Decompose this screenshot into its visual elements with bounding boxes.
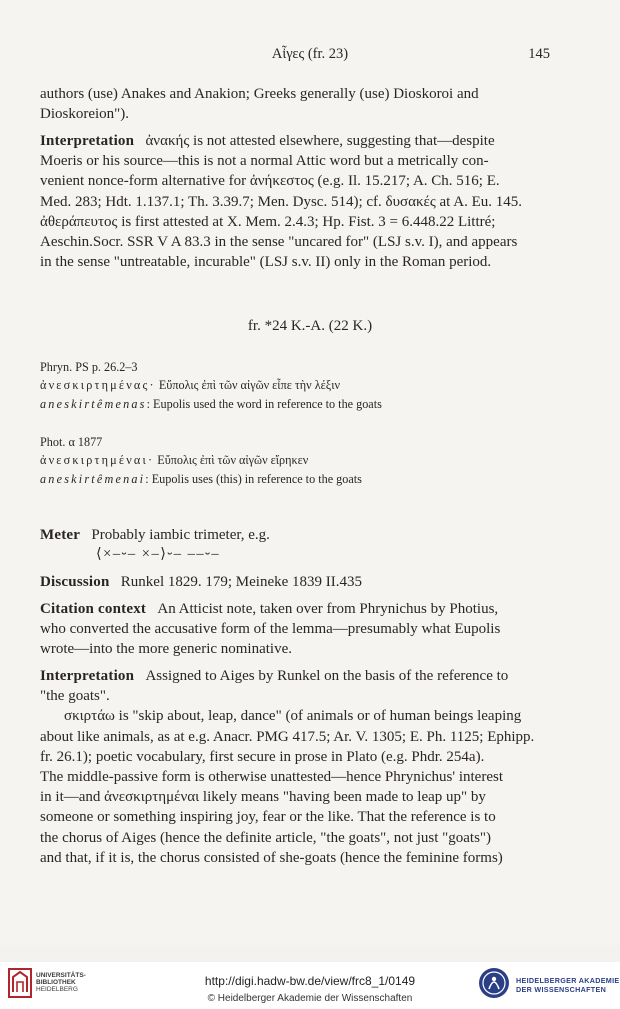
text-line: in the sense "untreatable, incurable" (LSJ s.v. II) only in the Roman period.	[40, 254, 492, 271]
section-label: Meter	[40, 527, 81, 543]
greek-text: Εὔπολις ἐπὶ τῶν αἰγῶν εἴρηκεν	[157, 453, 309, 467]
section-label: Discussion	[40, 574, 110, 590]
text-line: and that, if it is, the chorus consisted of she-goats (hence the feminine forms)	[40, 849, 503, 866]
interpretation-section-2	[40, 666, 552, 868]
text-line: The middle-passive form is otherwise unattested—hence Phrynichus' interest	[40, 769, 504, 786]
interpretation-section-1	[40, 131, 552, 272]
running-title: Αἶγες (fr. 23)	[271, 46, 349, 62]
discussion-text: Runkel 1829. 179; Meineke 1839 II.435	[120, 574, 362, 590]
section-label: Interpretation	[40, 133, 135, 149]
text-line: in it—and ἀνεσκιρτημέναι likely means "having been made to leap up" by	[40, 789, 486, 806]
transliterated-lemma: aneskirtêmenas	[40, 397, 147, 411]
text-line: about like animals, as at e.g. Anacr. PMG 417.5; Ar. V. 1305; E. Ph. 1125; Ephipp.	[40, 728, 535, 745]
greek-lemma: ἀνεσκιρτημένας·	[40, 378, 156, 392]
text-line: who converted the accusative form of the lemma—presumably what Eupolis	[40, 621, 501, 638]
text-line: σκιρτάω is "skip about, leap, dance" (of animals or of human beings leaping	[64, 708, 522, 725]
text-line: Med. 283; Hdt. 1.137.1; Th. 3.39.7; Men. Dysc. 514); cf. δυσακές at A. Eu. 145.	[40, 193, 523, 210]
text-line: Dioskoreion").	[40, 106, 130, 123]
text-line: authors (use) Anakes and Anakion; Greeks generally (use) Dioskoroi and	[40, 86, 479, 102]
text-line: An Atticist note, taken over from Phrynichus by Photius,	[157, 601, 499, 617]
translation: : Eupolis used the word in reference to the goats	[146, 397, 382, 411]
text-line: someone or something inspiring joy, fear or the like. That the reference is to	[40, 809, 496, 826]
meter-text: Probably iambic trimeter, e.g.	[91, 527, 270, 543]
text-line: Assigned to Aiges by Runkel on the basis of the reference to	[145, 668, 509, 684]
greek-lemma: ἀνεσκιρτημέναι·	[40, 453, 155, 467]
transliterated-lemma: aneskirtêmenai	[40, 472, 146, 486]
text-line: venient nonce-form alternative for ἀνήκεστος (e.g. Il. 15.217; A. Ch. 516; E.	[40, 173, 500, 190]
text-line: the chorus of Aiges (hence the definite article, "the goats", not just "goats")	[40, 829, 492, 846]
text-line: fr. 26.1); poetic vocabulary, first secure in prose in Plato (e.g. Phdr. 254a).	[40, 748, 485, 765]
text-line: wrote—into the more generic nominative.	[40, 641, 293, 658]
text-line: Moeris or his source—this is not a normal Attic word but a metrically con-	[40, 153, 489, 170]
academy-name: HEIDELBERGER AKADEMIE DER WISSENSCHAFTEN	[516, 976, 620, 994]
paragraph-authors	[40, 84, 552, 124]
page-number: 145	[528, 46, 550, 62]
section-label: Citation context	[40, 601, 147, 617]
section-label: Interpretation	[40, 668, 135, 684]
copyright-text: © Heidelberger Akademie der Wissenschaften	[207, 993, 413, 1004]
greek-text: Εὔπολις ἐπὶ τῶν αἰγῶν εἶπε τὴν λέξιν	[158, 378, 340, 392]
text-line: "the goats".	[40, 688, 110, 705]
text-line: ἀθεράπευτος is first attested at X. Mem. 2.4.3; Hp. Fist. 3 = 6.448.22 Littré;	[40, 213, 496, 230]
academy-logo-icon	[478, 967, 510, 999]
source-reference: Phryn. PS p. 26.2–3	[40, 360, 138, 374]
text-line: ἀνακής is not attested elsewhere, suggesting that—despite	[145, 133, 495, 149]
source-photius	[40, 434, 560, 487]
meter-section	[40, 525, 552, 545]
fragment-heading: fr. *24 K.-A. (22 K.)	[247, 318, 373, 334]
university-library-name: UNIVERSITÄTS- BIBLIOTHEK HEIDELBERG	[36, 972, 86, 994]
permalink-url[interactable]: http://digi.hadw-bw.de/view/frc8_1/0149	[204, 974, 416, 988]
meter-scheme: ⟨×–⏑– ×–⟩⏑– ––⏑–	[96, 546, 221, 562]
source-reference: Phot. α 1877	[40, 435, 103, 449]
discussion-section	[40, 572, 552, 592]
translation: : Eupolis uses (this) in reference to the goats	[145, 472, 362, 486]
source-phrynichus	[40, 359, 560, 412]
text-line: Aeschin.Socr. SSR V A 83.3 in the sense "uncared for" (LSJ s.v. I), and appears	[40, 234, 518, 251]
citation-context-section	[40, 599, 552, 660]
